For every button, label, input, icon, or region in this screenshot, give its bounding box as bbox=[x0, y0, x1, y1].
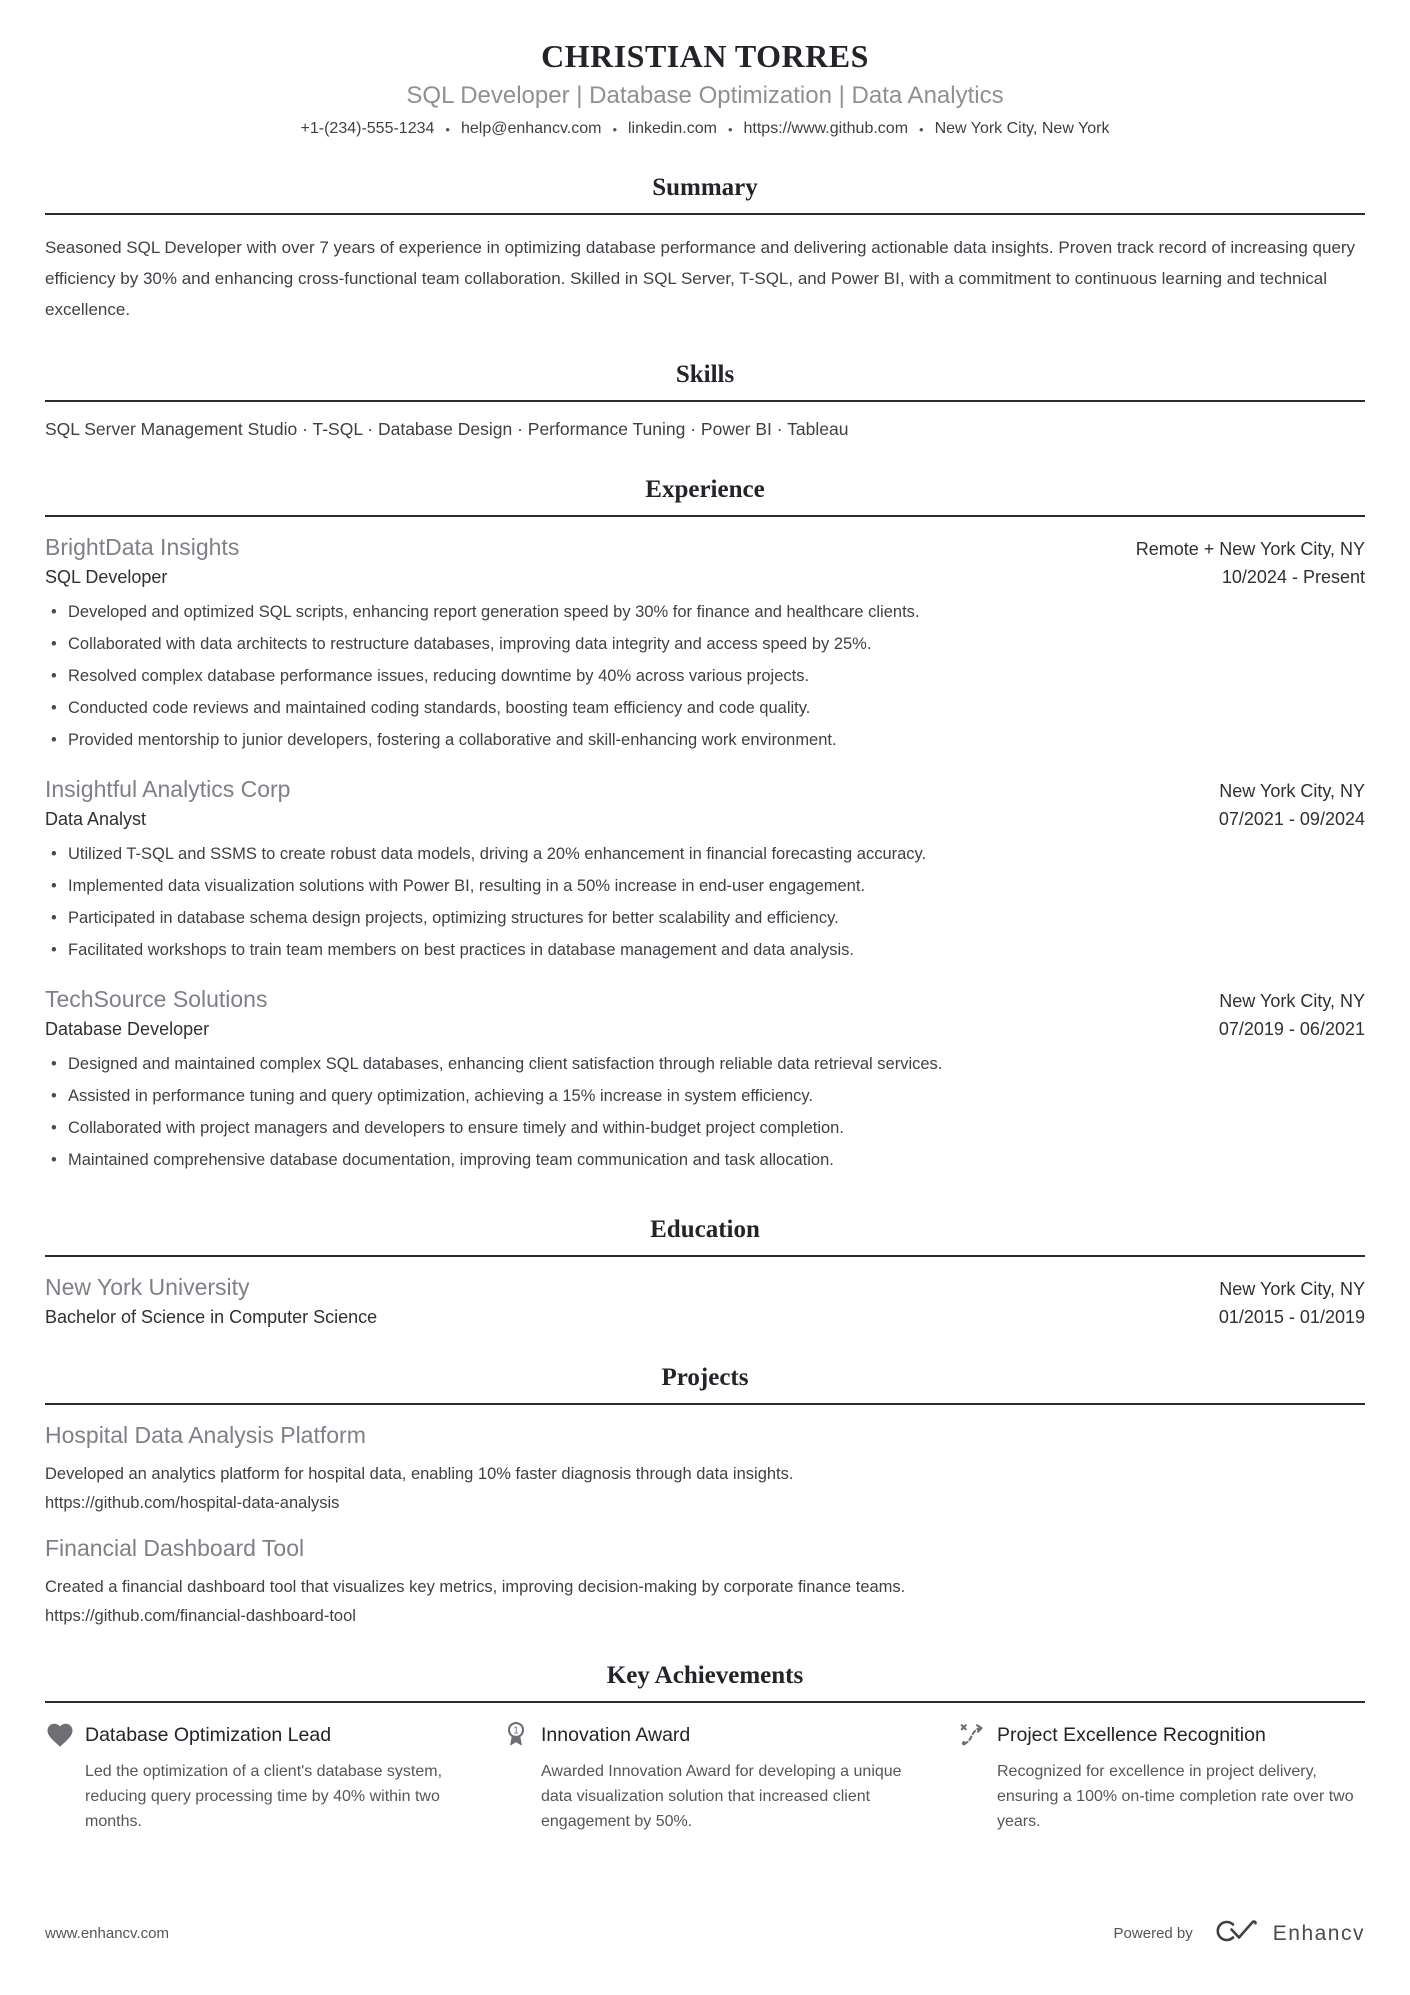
projects-section bbox=[45, 1364, 1365, 1626]
experience-entry bbox=[45, 534, 1365, 752]
job-bullet: • Designed and maintained complex SQL databases, enhancing client satisfaction through reliable data retrieval services. bbox=[45, 1052, 1365, 1076]
achievement-title: Database Optimization Lead bbox=[85, 1723, 332, 1746]
summary-section bbox=[45, 174, 1365, 325]
company-name: BrightData Insights bbox=[45, 534, 240, 560]
section-title-achievements: Key Achievements bbox=[606, 1662, 804, 1689]
job-bullet: • Participated in database schema design projects, optimizing structures for better scalability and efficiency. bbox=[45, 906, 1365, 930]
project-name: Financial Dashboard Tool bbox=[45, 1535, 305, 1561]
experience-section bbox=[45, 476, 1365, 1180]
powered-by-label: Powered by bbox=[1113, 1925, 1193, 1942]
contact-separator: • bbox=[445, 121, 450, 137]
job-bullet: • Collaborated with data architects to restructure databases, improving data integrity and access speed by 25%. bbox=[45, 632, 1365, 656]
heart-icon bbox=[45, 1720, 75, 1750]
award-ribbon-icon bbox=[501, 1720, 531, 1750]
education-entry bbox=[45, 1274, 1365, 1328]
job-title: SQL Developer bbox=[45, 567, 168, 587]
job-location: Remote + New York City, NY bbox=[1135, 539, 1365, 559]
section-title-education: Education bbox=[650, 1216, 760, 1243]
project-name: Hospital Data Analysis Platform bbox=[45, 1422, 366, 1448]
education-dates: 01/2015 - 01/2019 bbox=[1218, 1307, 1365, 1327]
section-title-skills: Skills bbox=[675, 361, 735, 388]
achievements-section bbox=[45, 1662, 1365, 1834]
job-bullet: • Conducted code reviews and maintained coding standards, boosting team efficiency and code quality. bbox=[45, 696, 1365, 720]
project-description: Developed an analytics platform for hospital data, enabling 10% faster diagnosis through data insights. bbox=[45, 1465, 794, 1483]
experience-entry bbox=[45, 986, 1365, 1172]
contact-separator: • bbox=[612, 121, 617, 137]
achievement-entry bbox=[957, 1720, 1365, 1834]
job-bullet-list bbox=[45, 600, 1365, 752]
job-bullet: • Maintained comprehensive database documentation, improving team communication and task allocation. bbox=[45, 1148, 1365, 1172]
route-arrow-icon bbox=[957, 1720, 987, 1750]
achievement-title: Project Excellence Recognition bbox=[997, 1723, 1266, 1746]
summary-text: Seasoned SQL Developer with over 7 years of experience in optimizing database performance and delivering actionable data insights. Proven track record of increasing query efficiency by 30% and enhancing cross-functional team collaboration. Skilled in SQL Server, T-SQL, and Power BI, with a commitment to continuous learning and technical excellence. bbox=[45, 238, 1356, 319]
job-bullet: • Collaborated with project managers and developers to ensure timely and within-budget project completion. bbox=[45, 1116, 1365, 1140]
skills-list: SQL Server Management Studio · T-SQL · Database Design · Performance Tuning · Power BI · Tableau bbox=[45, 419, 849, 439]
job-bullet: • Facilitated workshops to train team members on best practices in database management and data analysis. bbox=[45, 938, 1365, 962]
job-title: Database Developer bbox=[45, 1019, 210, 1039]
company-name: TechSource Solutions bbox=[45, 986, 268, 1012]
school-name: New York University bbox=[45, 1274, 250, 1300]
degree-name: Bachelor of Science in Computer Science bbox=[45, 1307, 378, 1327]
experience-entry bbox=[45, 776, 1365, 962]
job-bullet: • Assisted in performance tuning and query optimization, achieving a 15% increase in system efficiency. bbox=[45, 1084, 1365, 1108]
achievement-description: Recognized for excellence in project delivery, ensuring a 100% on-time completion rate over two years. bbox=[997, 1763, 1354, 1830]
job-location: New York City, NY bbox=[1219, 991, 1365, 1011]
svg-text:1: 1 bbox=[513, 1725, 519, 1737]
job-location: New York City, NY bbox=[1219, 781, 1365, 801]
contact-row bbox=[45, 120, 1365, 138]
company-name: Insightful Analytics Corp bbox=[45, 776, 291, 802]
email-link[interactable]: help@enhancv.com bbox=[460, 120, 602, 137]
achievement-entry bbox=[45, 1720, 453, 1834]
project-entry bbox=[45, 1422, 1365, 1513]
contact-separator: • bbox=[727, 121, 733, 137]
project-description: Created a financial dashboard tool that visualizes key metrics, improving decision-making by corporate finance teams. bbox=[45, 1578, 906, 1596]
job-bullet: • Developed and optimized SQL scripts, enhancing report generation speed by 30% for finance and healthcare clients. bbox=[45, 600, 1365, 624]
project-url-link[interactable]: https://github.com/hospital-data-analysis bbox=[45, 1494, 340, 1512]
job-title: Data Analyst bbox=[45, 809, 147, 829]
phone-number: +1-(234)-555-1234 bbox=[300, 120, 435, 137]
education-section bbox=[45, 1216, 1365, 1328]
job-bullet: • Provided mentorship to junior developers, fostering a collaborative and skill-enhancing work environment. bbox=[45, 728, 1365, 752]
enhancv-brand-text[interactable]: Enhancv bbox=[1272, 1921, 1365, 1945]
achievement-description: Awarded Innovation Award for developing a unique data visualization solution that increased client engagement by 50%. bbox=[541, 1763, 902, 1830]
school-location: New York City, NY bbox=[1219, 1279, 1365, 1299]
powered-by-group bbox=[1114, 1914, 1365, 1953]
project-url-link[interactable]: https://github.com/financial-dashboard-tool bbox=[45, 1607, 356, 1625]
job-dates: 07/2021 - 09/2024 bbox=[1218, 809, 1365, 829]
job-dates: 07/2019 - 06/2021 bbox=[1218, 1019, 1365, 1039]
achievement-entry bbox=[501, 1720, 909, 1834]
section-title-projects: Projects bbox=[661, 1364, 749, 1391]
job-bullet-list bbox=[45, 842, 1365, 962]
github-link[interactable]: https://www.github.com bbox=[743, 120, 909, 137]
headline: SQL Developer | Database Optimization | Data Analytics bbox=[406, 82, 1004, 109]
enhancv-site-link[interactable]: www.enhancv.com bbox=[45, 1925, 169, 1942]
section-title-summary: Summary bbox=[652, 174, 758, 201]
job-dates: 10/2024 - Present bbox=[1221, 567, 1365, 587]
enhancv-logo-icon[interactable] bbox=[1207, 1914, 1259, 1953]
achievement-description: Led the optimization of a client's database system, reducing query processing time by 40% within two months. bbox=[85, 1763, 443, 1830]
linkedin-link[interactable]: linkedin.com bbox=[628, 120, 717, 137]
job-bullet: • Utilized T-SQL and SSMS to create robust data models, driving a 20% enhancement in financial forecasting accuracy. bbox=[45, 842, 1365, 866]
resume-header bbox=[45, 38, 1365, 138]
job-bullet-list bbox=[45, 1052, 1365, 1172]
job-bullet: • Resolved complex database performance issues, reducing downtime by 40% across various projects. bbox=[45, 664, 1365, 688]
candidate-name: CHRISTIAN TORRES bbox=[541, 38, 869, 74]
achievement-title: Innovation Award bbox=[541, 1723, 691, 1746]
page-footer bbox=[45, 1914, 1365, 1953]
project-entry bbox=[45, 1535, 1365, 1626]
job-bullet: • Implemented data visualization solutions with Power BI, resulting in a 50% increase in end-user engagement. bbox=[45, 874, 1365, 898]
skills-section bbox=[45, 361, 1365, 440]
section-title-experience: Experience bbox=[645, 476, 765, 503]
location-text: New York City, New York bbox=[934, 120, 1110, 137]
contact-separator: • bbox=[919, 121, 924, 137]
